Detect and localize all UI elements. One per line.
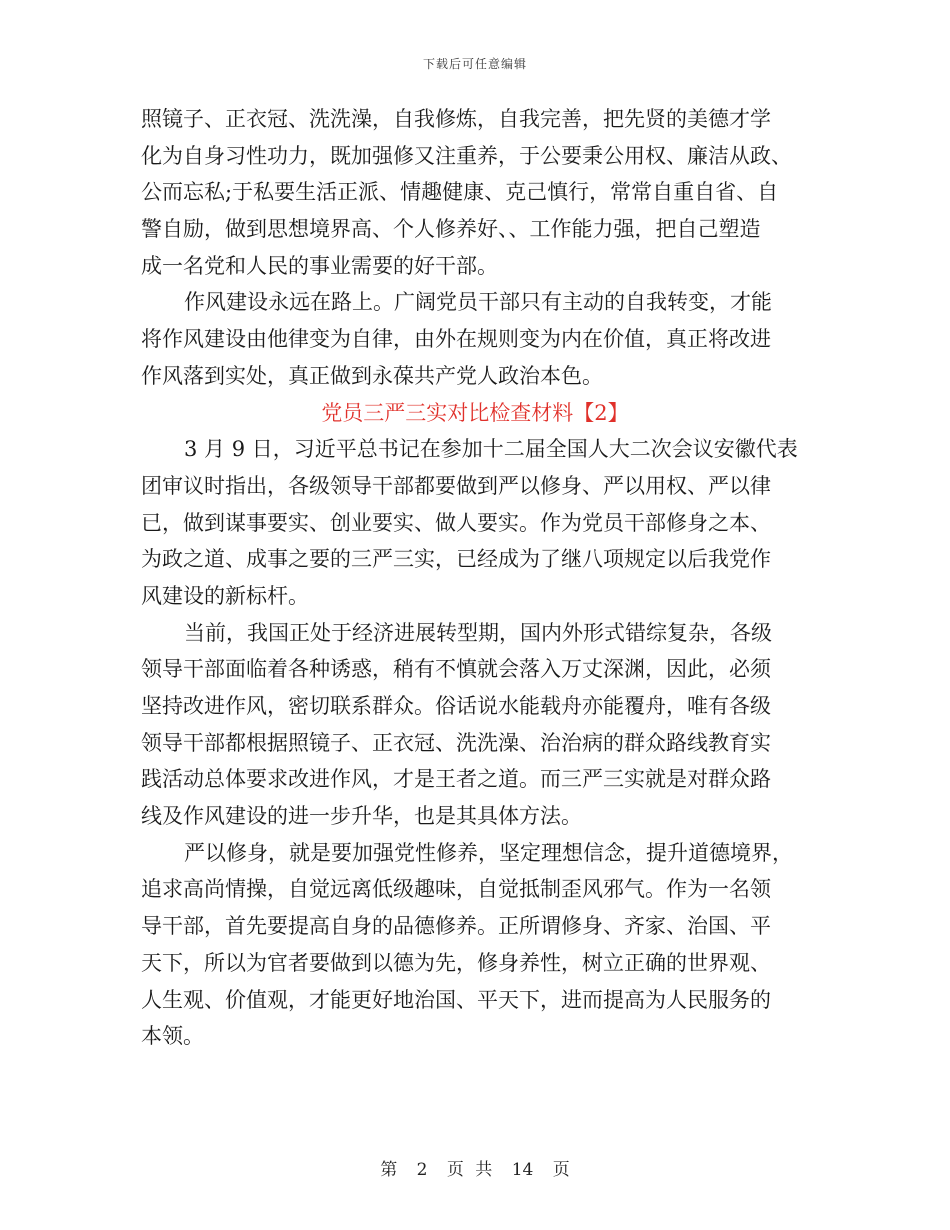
page-footer: [0, 1155, 950, 1180]
text-line: 当前，我国正处于经济进展转型期，国内外形式错综复杂，各级: [184, 620, 772, 645]
paragraph-4: [141, 615, 809, 835]
text-line: 照镜子、正衣冠、洗洗澡，自我修炼，自我完善，把先贤的美德才学: [141, 107, 771, 131]
current-page-number: 2: [416, 1160, 428, 1180]
text-line: 线及作风建设的进一步升华，也是其具体方法。: [141, 804, 582, 829]
paragraph-5: [141, 835, 809, 1055]
paragraph-3: [141, 431, 809, 614]
text-line: 公而忘私;于私要生活正派、情趣健康、克己慎行，常常自重自省、自: [141, 180, 779, 205]
text-line: 作风落到实处，真正做到永葆共产党人政治本色。: [141, 363, 603, 388]
footer-suffix: 页: [552, 1160, 570, 1180]
text-line: 天下，所以为官者要做到以德为先，修身养性，树立正确的世界观、: [141, 950, 771, 975]
text-line: 化为自身习性功力，既加强修又注重养，于公要秉公用权、廉洁从政、: [141, 143, 792, 168]
text-line: 3 月 9 日，习近平总书记在参加十二届全国人大二次会议安徽代表: [184, 437, 798, 462]
text-line: 追求高尚情操，自觉远离低级趣味，自觉抵制歪风邪气。作为一名领: [141, 877, 771, 902]
paragraph-1: [141, 101, 809, 284]
text-line: 风建设的新标杆。: [141, 583, 309, 608]
text-line: 已，做到谋事要实、创业要实、做人要实。作为党员干部修身之本、: [141, 510, 771, 535]
page-header: 下载后可任意编辑: [422, 57, 527, 71]
text-line: 践活动总体要求改进作风，才是王者之道。而三严三实就是对群众路: [141, 767, 771, 792]
footer-middle: 页 共: [446, 1160, 493, 1180]
text-line: 坚持改进作风，密切联系群众。俗话说水能载舟亦能覆舟，唯有各级: [141, 694, 771, 718]
text-line: 作风建设永远在路上。广阔党员干部只有主动的自我转变，才能: [184, 290, 772, 315]
paragraph-2: [141, 284, 809, 394]
text-line: 严以修身，就是要加强党性修养，坚定理想信念，提升道德境界，: [184, 840, 793, 865]
text-line: 导干部，首先要提高自身的品德修养。正所谓修身、齐家、治国、平: [141, 914, 771, 939]
text-line: 团审议时指出，各级领导干部都要做到严以修身、严以用权、严以律: [141, 473, 771, 498]
text-line: 领导干部都根据照镜子、正衣冠、洗洗澡、治治病的群众路线教育实: [141, 730, 771, 755]
text-line: 领导干部面临着各种诱惑，稍有不慎就会落入万丈深渊，因此，必须: [141, 657, 771, 682]
total-page-count: 14: [511, 1160, 534, 1180]
document-body: [141, 101, 809, 1055]
text-line: 成一名党和人民的事业需要的好干部。: [141, 253, 498, 278]
text-line: 人生观、价值观，才能更好地治国、平天下，进而提高为人民服务的: [141, 987, 771, 1012]
text-line: 本领。: [141, 1024, 204, 1049]
footer-prefix: 第: [380, 1160, 398, 1180]
text-line: 将作风建设由他律变为自律，由外在规则变为内在价值，真正将改进: [141, 327, 771, 352]
section-heading: 党员三严三实对比检查材料【2】: [321, 400, 629, 425]
text-line: 为政之道、成事之要的三严三实，已经成为了继八项规定以后我党作: [141, 547, 771, 572]
text-line: 警自励，做到思想境界高、个人修养好、、工作能力强，把自己塑造: [141, 217, 761, 242]
